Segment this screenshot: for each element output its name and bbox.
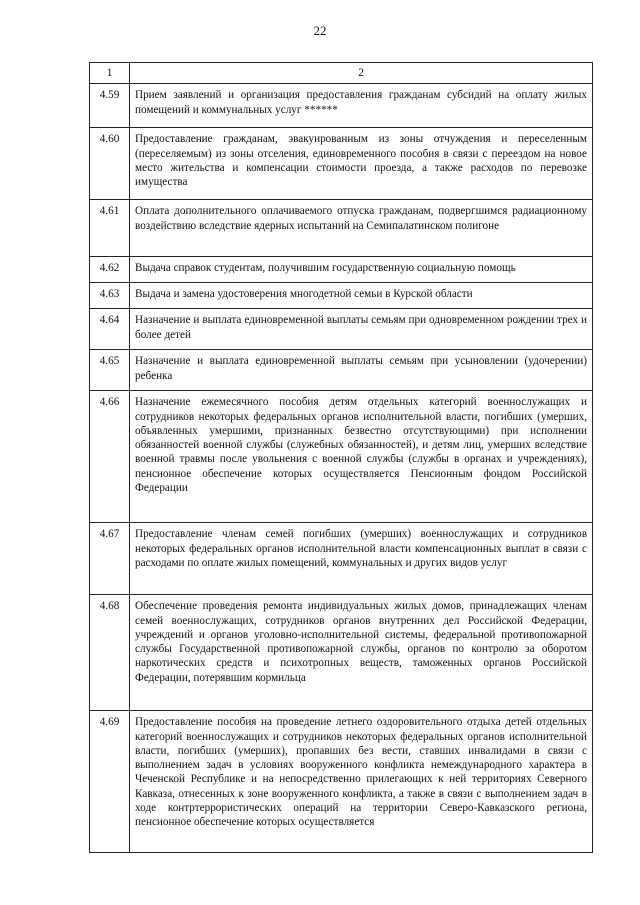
column-header-number: 1 [90, 63, 130, 84]
page-number: 22 [313, 23, 327, 38]
column-header-text: 2 [130, 63, 593, 84]
row-number: 4.61 [90, 200, 130, 257]
row-text: Назначение и выплата единовременной выплаты семьям при усыновлении (удочерении) ребенка [130, 350, 593, 391]
table-row [90, 391, 593, 523]
table-row [90, 84, 593, 128]
table-row [90, 128, 593, 200]
row-text: Оплата дополнительного оплачиваемого отпуска гражданам, подвергшимся радиационному воздействию вследствие ядерных испытаний на Семипалатинском полигоне [130, 200, 593, 257]
row-number: 4.63 [90, 283, 130, 309]
row-text: Предоставление гражданам, эвакуированным из зоны отчуждения и переселенным (переселяемым) из зоны отселения, единовременного пособия в связи с переездом на новое место жительства и компенсации стоимости проезда, а также расходов по перевозке имущества [130, 128, 593, 200]
row-text: Выдача справок студентам, получившим государственную социальную помощь [130, 257, 593, 283]
row-text: Назначение ежемесячного пособия детям отдельных категорий военнослужащих и сотрудников некоторых федеральных органов исполнительной власти, погибших (умерших, объявленных умершими, признанных безвестно отсутствующими) при исполнении обязанностей военной службы (служебных обязанностей), и детям лиц, умерших вследствие военной травмы после увольнения с военной службы (службы в органах и учреждениях), пенсионное обеспечение которых осуществляется Пенсионным фондом Российской Федерации [130, 391, 593, 523]
row-text: Предоставление членам семей погибших (умерших) военнослужащих и сотрудников некоторых федеральных органов исполнительной власти компенсационных выплат в связи с расходами по оплате жилых помещений, коммунальных и других видов услуг [130, 523, 593, 595]
table-row [90, 595, 593, 711]
row-number: 4.67 [90, 523, 130, 595]
table-header-row [90, 63, 593, 84]
row-number: 4.69 [90, 711, 130, 853]
row-number: 4.65 [90, 350, 130, 391]
table-row [90, 257, 593, 283]
services-table [89, 62, 593, 853]
row-number: 4.62 [90, 257, 130, 283]
table-row [90, 200, 593, 257]
row-text: Выдача и замена удостоверения многодетной семьи в Курской области [130, 283, 593, 309]
row-number: 4.59 [90, 84, 130, 128]
table-row [90, 350, 593, 391]
row-number: 4.64 [90, 309, 130, 350]
row-number: 4.60 [90, 128, 130, 200]
row-text: Прием заявлений и организация предоставления гражданам субсидий на оплату жилых помещений и коммунальных услуг ****** [130, 84, 593, 128]
row-text: Обеспечение проведения ремонта индивидуальных жилых домов, принадлежащих членам семей военнослужащих, сотрудников органов внутренних дел Российской Федерации, учреждений и органов уголовно-исполнительной системы, федеральной противопожарной службы Государственной противопожарной службы, органов по контролю за оборотом наркотических средств и психотропных веществ, таможенных органов Российской Федерации, потерявшим кормильца [130, 595, 593, 711]
table-row [90, 711, 593, 853]
table-row [90, 283, 593, 309]
row-number: 4.66 [90, 391, 130, 523]
row-number: 4.68 [90, 595, 130, 711]
row-text: Назначение и выплата единовременной выплаты семьям при одновременном рождении трех и более детей [130, 309, 593, 350]
row-text: Предоставление пособия на проведение летнего оздоровительного отдыха детей отдельных категорий военнослужащих и сотрудников некоторых федеральных органов исполнительной власти, погибших (умерших), пропавших без вести, ставших инвалидами в связи с выполнением задач в условиях вооруженного конфликта немеждународного характера в Чеченской Республике и на непосредственно прилегающих к ней территориях Северного Кавказа, отнесенных к зоне вооруженного конфликта, а также в связи с выполнением задач в ходе контртеррористических операций на территории Северо-Кавказского региона, пенсионное обеспечение которых осуществляется [130, 711, 593, 853]
table-row [90, 523, 593, 595]
table-row [90, 309, 593, 350]
